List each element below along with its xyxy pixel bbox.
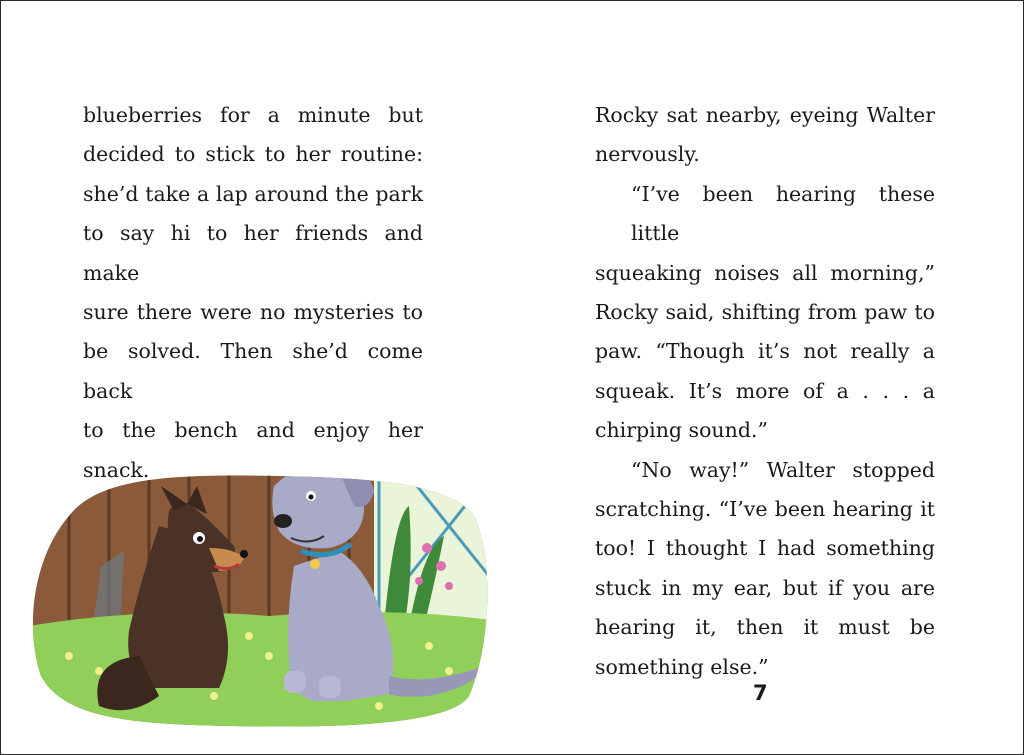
text-line: blueberries for a minute but	[83, 103, 423, 127]
text-line: “I’ve been hearing these little	[631, 181, 935, 246]
text-line: to the bench and enjoy her snack.	[83, 418, 423, 482]
text-line: Rocky said, shifting from paw to	[595, 300, 935, 325]
text-line: stuck in my ear, but if you are	[595, 575, 935, 600]
text-line: chirping sound.”	[595, 418, 768, 443]
page-number: 7	[753, 681, 768, 705]
text-line: nervously.	[595, 142, 700, 167]
text-line: to say hi to her friends and make	[83, 221, 423, 285]
text-line: squeaking noises all morning,”	[595, 260, 935, 285]
text-line: scratching. “I’ve been hearing it	[595, 497, 935, 522]
text-line: she’d take a lap around the park	[83, 181, 423, 206]
right-page-text	[595, 96, 935, 687]
text-line: be solved. Then she’d come back	[83, 339, 423, 403]
text-line: Rocky sat nearby, eyeing Walter	[595, 103, 935, 127]
text-line: sure there were no mysteries to	[83, 300, 423, 325]
dogs-illustration	[29, 456, 499, 731]
text-line: decided to stick to her routine:	[83, 142, 423, 167]
text-line: too! I thought I had something	[595, 536, 935, 561]
text-line: “No way!” Walter stopped	[631, 457, 935, 482]
text-line: hearing it, then it must be	[595, 615, 935, 640]
text-line: squeak. It’s more of a . . . a	[595, 378, 935, 403]
text-line: something else.”	[595, 654, 769, 679]
text-line: paw. “Though it’s not really a	[595, 339, 935, 364]
